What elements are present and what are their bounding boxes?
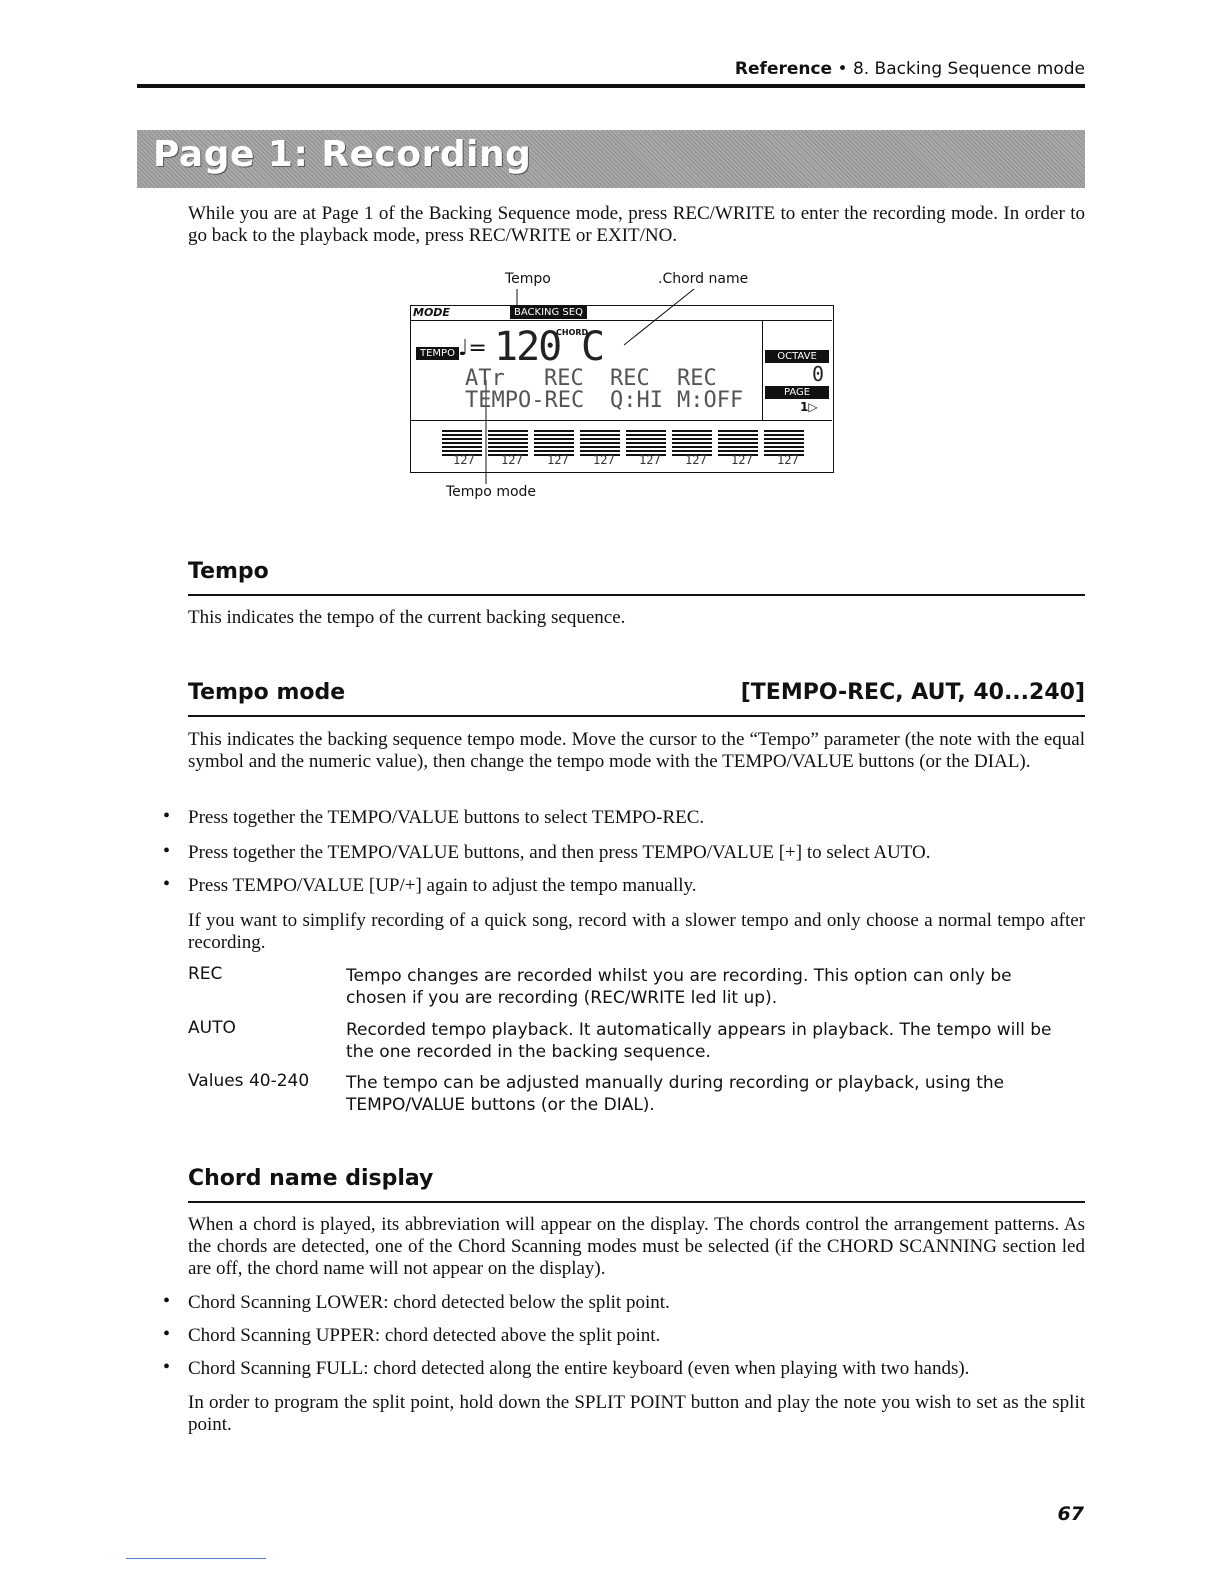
section-title-tempo-mode: Tempo mode — [188, 680, 346, 705]
definition-term-rec: REC — [188, 964, 223, 984]
section-title-chord-name-display: Chord name display — [188, 1166, 434, 1191]
lcd-level-value: 127 — [731, 453, 753, 467]
chord-bullet: Chord Scanning LOWER: chord detected below the split point. — [188, 1292, 670, 1313]
lcd-row1-track: ATr — [465, 366, 505, 391]
lcd-level-value: 127 — [501, 453, 523, 467]
header-chapter: 8. Backing Sequence mode — [852, 59, 1085, 79]
lcd-quantize-value: Q:HI — [610, 388, 663, 413]
lcd-row1-rec-1: REC — [544, 366, 584, 391]
section-rule — [188, 1201, 1085, 1203]
lcd-row1-rec-3: REC — [677, 366, 717, 391]
definition-term-values: Values 40-240 — [188, 1071, 310, 1091]
lcd-metronome-value: M:OFF — [677, 388, 744, 413]
header-separator: • — [837, 59, 848, 79]
figure-label-tempo: Tempo — [505, 271, 551, 287]
section-rule — [188, 594, 1085, 596]
tempo-mode-bullet: Press TEMPO/VALUE [UP/+] again to adjust the tempo manually. — [188, 875, 697, 896]
bullet-icon: • — [163, 1290, 171, 1312]
lcd-level-value: 127 — [777, 453, 799, 467]
tempo-mode-range: [TEMPO-REC, AUT, 40...240] — [740, 680, 1085, 705]
bullet-icon: • — [163, 1323, 171, 1345]
lcd-level-value: 127 — [685, 453, 707, 467]
play-arrow-icon: ▷ — [808, 400, 818, 414]
chord-bullet: Chord Scanning FULL: chord detected along the entire keyboard (even when playing with two hands). — [188, 1358, 970, 1379]
footer-rule — [126, 1558, 266, 1559]
lcd-octave-tag: OCTAVE — [765, 350, 829, 363]
lcd-tempo-value: 120 — [494, 324, 561, 370]
definition-desc-rec: Tempo changes are recorded whilst you are recording. This option can only be chosen if you are recording (REC/WRITE led lit up). — [346, 966, 1012, 1008]
bullet-icon: • — [163, 805, 171, 827]
lcd-level-value: 127 — [639, 453, 661, 467]
definition-desc-values: The tempo can be adjusted manually during recording or playback, using the TEMPO/VALUE buttons (or the DIAL). — [346, 1073, 1005, 1115]
lcd-tempo-mode-value: TEMPO-REC — [465, 388, 585, 413]
figure-label-tempo-mode: Tempo mode — [446, 484, 537, 500]
lcd-page-tag: PAGE — [765, 386, 829, 399]
lcd-page-value: 1 — [800, 400, 809, 414]
lcd-octave-value: 0 — [812, 362, 825, 386]
chord-bullet: Chord Scanning UPPER: chord detected above the split point. — [188, 1325, 661, 1346]
quarter-note-icon: ♩= — [458, 336, 487, 361]
intro-paragraph: While you are at Page 1 of the Backing Sequence mode, press REC/WRITE to enter the recording mode. In order to go back to the playback mode, press REC/WRITE or EXIT/NO. — [188, 203, 1085, 246]
page-title: Page 1: Recording — [153, 134, 532, 175]
bullet-icon: • — [163, 840, 171, 862]
tempo-paragraph: This indicates the tempo of the current backing sequence. — [188, 607, 626, 628]
lcd-level-value: 127 — [453, 453, 475, 467]
definition-desc-auto: Recorded tempo playback. It automatically appears in playback. The tempo will be the one recorded in the backing sequence. — [346, 1020, 1052, 1062]
lcd-row1-rec-2: REC — [610, 366, 650, 391]
tempo-mode-bullet: Press together the TEMPO/VALUE buttons to select TEMPO-REC. — [188, 807, 705, 828]
bullet-icon: • — [163, 873, 171, 895]
lcd-level-value: 127 — [593, 453, 615, 467]
lcd-mode-value: BACKING SEQ — [510, 306, 587, 319]
section-rule — [188, 715, 1085, 717]
tempo-mode-tip: If you want to simplify recording of a quick song, record with a slower tempo and only choose a normal tempo after recording. — [188, 910, 1085, 953]
definition-term-auto: AUTO — [188, 1018, 236, 1038]
chord-tip: In order to program the split point, hold down the SPLIT POINT button and play the note you wish to set as the split point. — [188, 1392, 1085, 1435]
bullet-icon: • — [163, 1356, 171, 1378]
header-section: Reference — [734, 59, 833, 79]
lcd-tempo-tag: TEMPO — [416, 347, 459, 360]
lcd-mode-label: MODE — [413, 306, 450, 319]
tempo-mode-bullet: Press together the TEMPO/VALUE buttons, and then press TEMPO/VALUE [+] to select AUTO. — [188, 842, 931, 863]
figure-label-chord-name: .Chord name — [658, 271, 749, 287]
lcd-level-value: 127 — [547, 453, 569, 467]
tempo-mode-paragraph: This indicates the backing sequence tempo mode. Move the cursor to the “Tempo” parameter (the note with the equal symbol and the numeric value), then change the tempo mode with the TEMPO/VALUE buttons (or the DIAL). — [188, 729, 1085, 772]
section-title-tempo: Tempo — [188, 559, 269, 584]
chord-paragraph: When a chord is played, its abbreviation will appear on the display. The chords control the arrangement patterns. As the chords are detected, one of the Chord Scanning modes must be selected (if the CHORD SCANNING section led are off, the chord name will not appear on the display). — [188, 1214, 1085, 1279]
lcd-chord-tag: CHORD — [556, 328, 589, 337]
lcd-chord-value: C — [581, 324, 606, 370]
page-number: 67 — [1057, 1503, 1084, 1525]
